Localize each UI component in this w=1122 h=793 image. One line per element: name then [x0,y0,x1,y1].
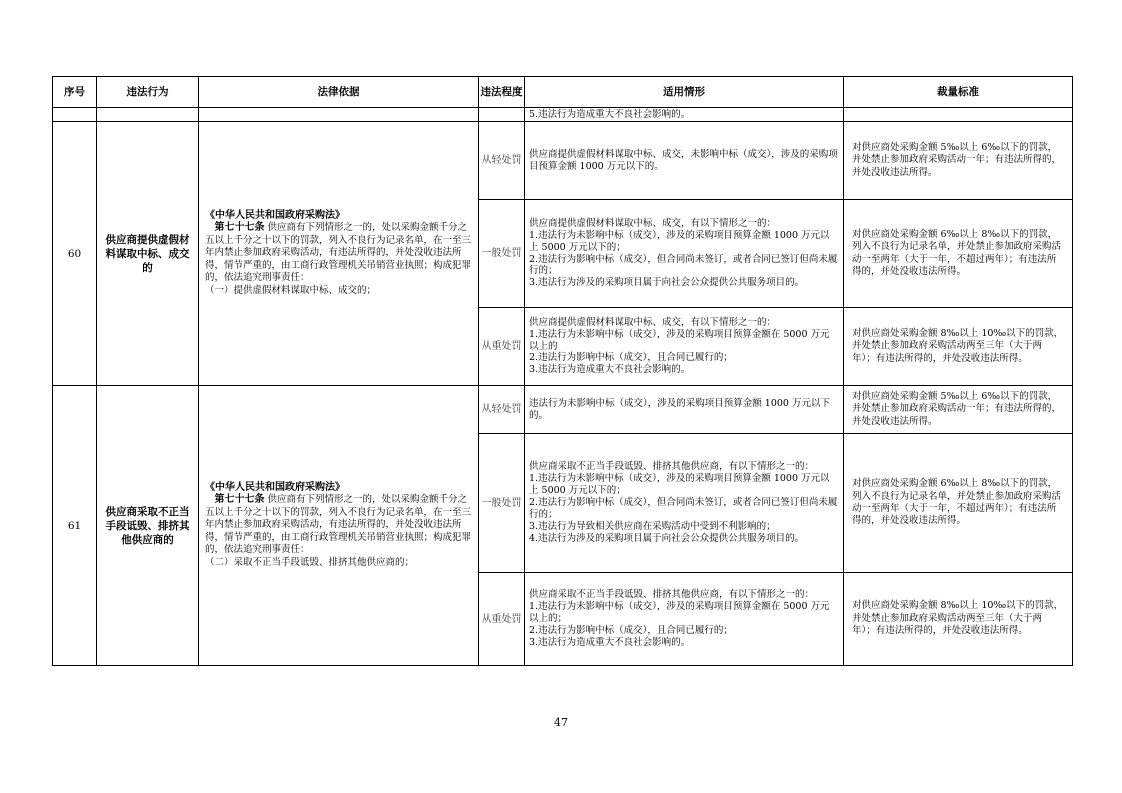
header-situation: 适用情形 [525,77,844,108]
standard-light: 对供应商处采购金额 5‰以上 6‰以下的罚款，并处禁止参加政府采购活动一年；有违法所得的，并处没收违法所得。 [844,122,1073,200]
table-row [53,122,1073,200]
header-act: 违法行为 [97,77,199,108]
situation-heavy: 供应商采取不正当手段诋毁、排挤其他供应商，有以下情形之一的： 1.违法行为未影响中标（成交），涉及的采购项目预算金额在 5000 万元以上的； 2.违法行为影响中标（成交），且合同已履行的； 3.违法行为造成重大不良社会影响的。 [525,573,844,666]
legal-basis [199,386,479,666]
continuation-situation: 5.违法行为造成重大不良社会影响的。 [525,108,844,122]
standard-heavy: 对供应商处采购金额 8‰以上 10‰以下的罚款，并处禁止参加政府采购活动两至三年（大于两年）；有违法所得的，并处没收违法所得。 [844,573,1073,666]
violation-act: 供应商提供虚假材料谋取中标、成交的 [97,122,199,386]
situation-heavy: 供应商提供虚假材料谋取中标、成交，有以下情形之一的： 1.违法行为未影响中标（成交），涉及的采购项目预算金额在 5000 万元以上的 2.违法行为影响中标（成交），且合同已履行的； 3.违法行为造成重大不良社会影响的。 [525,308,844,386]
situation-normal: 供应商提供虚假材料谋取中标、成交，有以下情形之一的： 1.违法行为未影响中标（成交），涉及的采购项目预算金额 1000 万元以上 5000 万元以下的； 2.违法行为影响中标（成交），但合同尚未签订，或者合同已签订但尚未履行的； 3.违法行为涉及的采购项目属于向社会公众提供公共服务项目的。 [525,200,844,308]
header-law: 法律依据 [199,77,479,108]
legal-basis [199,122,479,386]
degree-normal: 一般处罚 [479,200,525,308]
law-text: 供应商有下列情形之一的，处以采购金额千分之五以上千分之十以下的罚款，列入不良行为记录名单，在一至三年内禁止参加政府采购活动，有违法所得的，并处没收违法所得，情节严重的，由工商行政管理机关吊销营业执照；构成犯罪的，依法追究刑事责任： [205,494,472,556]
row-number: 60 [53,122,97,386]
standard-normal: 对供应商处采购金额 6‰以上 8‰以下的罚款，列入不良行为记录名单，并处禁止参加政府采购活动一至两年（大于一年，不超过两年）；有违法所得的，并处没收违法所得。 [844,434,1073,573]
law-item: （一）提供虚假材料谋取中标、成交的； [205,284,377,296]
header-no: 序号 [53,77,97,108]
table-row [53,386,1073,434]
header-row [53,77,1073,108]
situation-light: 供应商提供虚假材料谋取中标、成交，未影响中标（成交），涉及的采购项目预算金额 1000 万元以下的。 [525,122,844,200]
standard-heavy: 对供应商处采购金额 8‰以上 10‰以下的罚款，并处禁止参加政府采购活动两至三年（大于两年）；有违法所得的，并处没收违法所得。 [844,308,1073,386]
law-article: 第七十七条 [214,494,265,506]
standard-normal: 对供应商处采购金额 6‰以上 8‰以下的罚款，列入不良行为记录名单，并处禁止参加政府采购活动一至两年（大于一年，不超过两年）；有违法所得的，并处没收违法所得。 [844,200,1073,308]
penalty-table [52,76,1073,666]
situation-light: 违法行为未影响中标（成交），涉及的采购项目预算金额 1000 万元以下的。 [525,386,844,434]
header-standard: 裁量标准 [844,77,1073,108]
page-number: 47 [554,716,568,729]
degree-normal: 一般处罚 [479,434,525,573]
continuation-row [53,108,1073,122]
degree-heavy: 从重处罚 [479,573,525,666]
law-item: （二）采取不正当手段诋毁、排挤其他供应商的； [205,556,415,568]
degree-light: 从轻处罚 [479,122,525,200]
law-text: 供应商有下列情形之一的，处以采购金额千分之五以上千分之十以下的罚款，列入不良行为记录名单，在一至三年内禁止参加政府采购活动，有违法所得的，并处没收违法所得，情节严重的，由工商行政管理机关吊销营业执照；构成犯罪的，依法追究刑事责任： [205,222,472,284]
violation-act: 供应商采取不正当手段诋毁、排挤其他供应商的 [97,386,199,666]
header-degree: 违法程度 [479,77,525,108]
law-name: 《中华人民共和国政府采购法》 [205,210,345,222]
standard-light: 对供应商处采购金额 5‰以上 6‰以下的罚款，并处禁止参加政府采购活动一年；有违法所得的，并处没收违法所得。 [844,386,1073,434]
law-article: 第七十七条 [214,222,265,234]
law-name: 《中华人民共和国政府采购法》 [205,482,345,494]
row-number: 61 [53,386,97,666]
situation-normal: 供应商采取不正当手段诋毁、排挤其他供应商，有以下情形之一的： 1.违法行为未影响中标（成交），涉及的采购项目预算金额 1000 万元以上 5000 万元以下的； 2.违法行为影响中标（成交），但合同尚未签订，或者合同已签订但尚未履行的； 3.违法行为导致相关供应商在采购活动中受到不利影响的； 4.违法行为涉及的采购项目属于向社会公众提供公共服务项目的。 [525,434,844,573]
degree-light: 从轻处罚 [479,386,525,434]
degree-heavy: 从重处罚 [479,308,525,386]
